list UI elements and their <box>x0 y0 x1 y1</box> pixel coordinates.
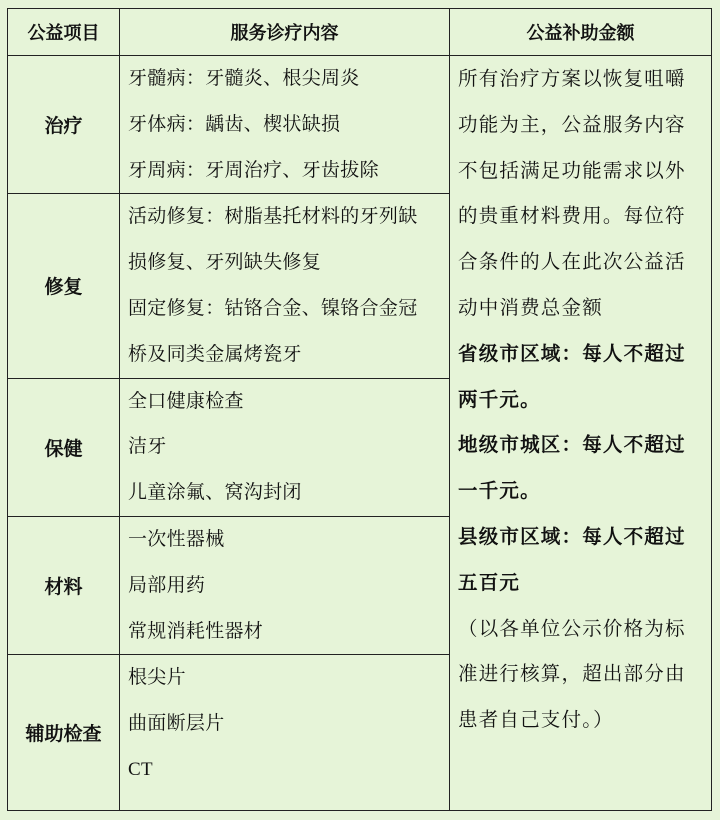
category-cell: 保健 <box>8 378 120 516</box>
subsidy-note: （以各单位公示价格为标准进行核算，超出部分由患者自己支付。） <box>458 616 686 732</box>
header-subsidy: 公益补助金额 <box>450 9 712 56</box>
service-line: 洁牙 <box>128 435 167 458</box>
service-line: 活动修复：树脂基托材料的牙列缺 <box>128 205 418 228</box>
service-line: 局部用药 <box>128 573 206 596</box>
service-line: 桥及同类金属烤瓷牙 <box>128 342 302 365</box>
service-line: 常规消耗性器材 <box>128 619 264 642</box>
service-line: 曲面断层片 <box>128 712 225 735</box>
service-line: 牙周病：牙周治疗、牙齿拔除 <box>128 158 379 181</box>
service-line: 固定修复：钴铬合金、镍铬合金冠 <box>128 296 418 319</box>
subsidy-intro: 所有治疗方案以恢复咀嚼功能为主，公益服务内容不包括满足功能需求以外的贵重材料费用。每位符合条件的人在此次公益活动中消费总金额 <box>458 67 686 319</box>
subsidy-cell <box>450 56 712 811</box>
service-cell <box>120 655 450 811</box>
table-row <box>8 56 712 194</box>
category-cell: 修复 <box>8 194 120 378</box>
service-line: 儿童涂氟、窝沟封闭 <box>128 481 302 504</box>
subsidy-table <box>7 8 712 811</box>
service-line: 一次性器械 <box>128 527 225 550</box>
service-cell <box>120 516 450 654</box>
header-service: 服务诊疗内容 <box>120 9 450 56</box>
category-cell: 材料 <box>8 516 120 654</box>
service-cell <box>120 378 450 516</box>
service-cell <box>120 194 450 378</box>
service-cell <box>120 56 450 194</box>
category-cell: 辅助检查 <box>8 655 120 811</box>
subsidy-prefecture: 地级市城区：每人不超过一千元。 <box>458 433 686 503</box>
subsidy-provincial: 省级市区域：每人不超过两千元。 <box>458 341 686 411</box>
table-header-row <box>8 9 712 56</box>
service-line: 损修复、牙列缺失修复 <box>128 251 322 274</box>
header-project: 公益项目 <box>8 9 120 56</box>
service-line: 牙体病：龋齿、楔状缺损 <box>128 112 341 135</box>
subsidy-county: 县级市区域：每人不超过五百元 <box>458 524 686 594</box>
service-line: 牙髓病：牙髓炎、根尖周炎 <box>128 67 360 89</box>
service-line: 根尖片 <box>128 666 186 689</box>
service-line: 全口健康检查 <box>128 389 244 412</box>
category-cell: 治疗 <box>8 56 120 194</box>
service-line: CT <box>128 758 153 780</box>
